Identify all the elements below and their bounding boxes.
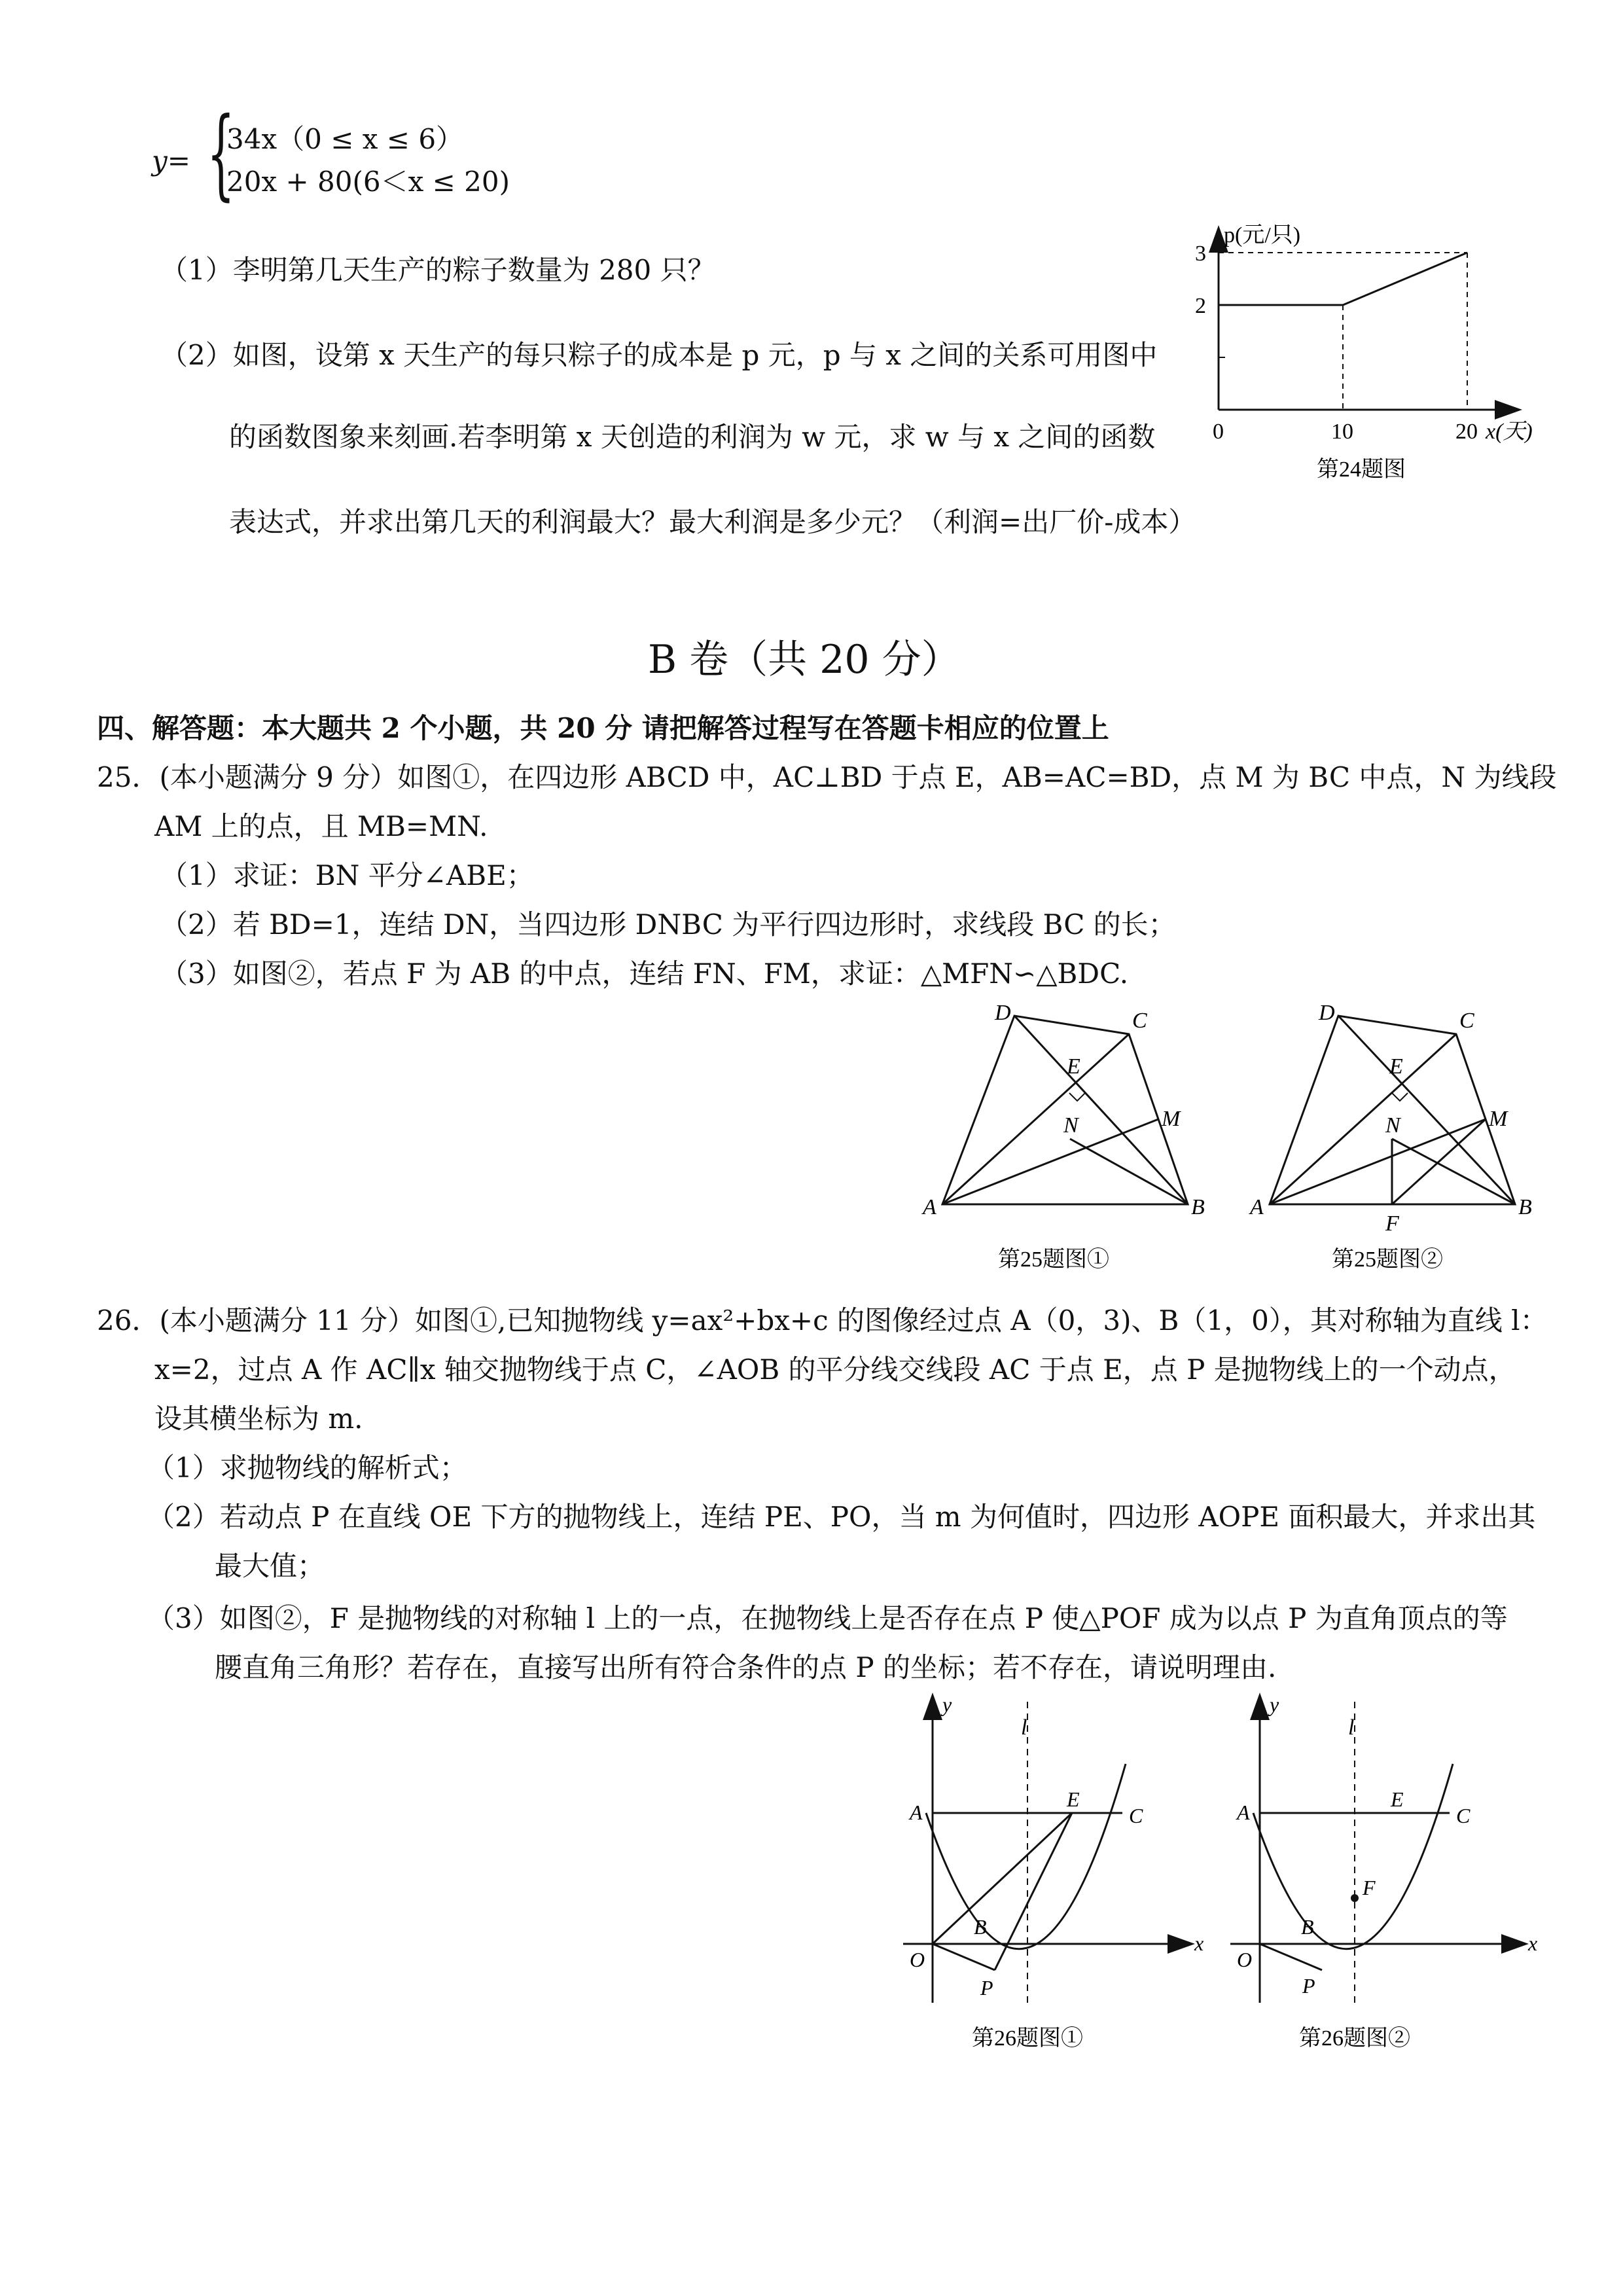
q26-line1: 26．(本小题满分 11 分）如图①,已知抛物线 y=ax²+bx+c 的图像经过点 A（0，3)、B（1，0），其对称轴为直线 l：	[97, 1304, 1548, 1336]
label-N: N	[1385, 1113, 1400, 1138]
label-E: E	[1389, 1054, 1403, 1079]
q24-sub2-line1: （2）如图，设第 x 天生产的每只粽子的成本是 p 元，p 与 x 之间的关系可用图中	[160, 339, 1158, 371]
left-brace: {	[207, 97, 235, 211]
label-N: N	[1063, 1113, 1079, 1138]
q25-fig2-caption: 第25题图②	[1332, 1247, 1443, 1272]
y-equals-label: y=	[152, 145, 190, 177]
label-B: B	[1518, 1195, 1532, 1219]
q26-line3: 设其横坐标为 m.	[154, 1403, 363, 1435]
chart-title: 第24题图	[1317, 457, 1406, 482]
label-C: C	[1132, 1009, 1147, 1033]
x-tick-label-10: 10	[1331, 420, 1353, 444]
label-D: D	[1319, 1001, 1335, 1025]
q26-figure-2	[1217, 1689, 1558, 2055]
label-x: x	[1194, 1931, 1204, 1955]
label-B: B	[1191, 1195, 1205, 1219]
label-O: O	[1237, 1948, 1253, 1971]
label-A: A	[1237, 1801, 1250, 1824]
label-E: E	[1067, 1054, 1080, 1079]
label-M: M	[1489, 1107, 1508, 1131]
q24-sub2-line3: 表达式，并求出第几天的利润最大？最大利润是多少元？（利润=出厂价-成本）	[229, 506, 1196, 538]
label-F: F	[1385, 1211, 1399, 1236]
label-P: P	[980, 1976, 993, 2000]
q26-sub2-line1: （2）若动点 P 在直线 OE 下方的抛物线上，连结 PE、PO，当 m 为何值时，四边形 AOPE 面积最大，并求出其	[147, 1501, 1536, 1533]
piecewise-case-2: 20x + 80(6＜x ≤ 20)	[226, 166, 510, 198]
label-C: C	[1129, 1804, 1143, 1827]
q26-sub2-line2: 最大值；	[215, 1550, 325, 1582]
piecewise-case-1: 34x（0 ≤ x ≤ 6）	[226, 123, 464, 155]
section-b-title: B 卷（共 20 分）	[648, 637, 961, 683]
y-axis-label: p(元/只)	[1224, 223, 1301, 247]
q25-figure-1	[910, 1001, 1224, 1276]
label-P: P	[1302, 1974, 1315, 1998]
label-y: y	[1270, 1693, 1279, 1716]
q25-line1: 25．(本小题满分 9 分）如图①，在四边形 ABCD 中，AC⊥BD 于点 E，AB=AC=BD，点 M 为 BC 中点，N 为线段	[97, 761, 1557, 793]
q24-sub1: （1）李明第几天生产的粽子数量为 280 只？	[160, 254, 715, 286]
label-B: B	[1301, 1915, 1314, 1939]
q26-line2: x=2，过点 A 作 AC∥x 轴交抛物线于点 C，∠AOB 的平分线交线段 AC 于点 E，点 P 是抛物线上的一个动点，	[154, 1354, 1516, 1386]
x-tick-label-20: 20	[1455, 420, 1478, 444]
q26-sub3-line1: （3）如图②，F 是抛物线的对称轴 l 上的一点，在抛物线上是否存在点 P 使△POF 成为以点 P 为直角顶点的等	[147, 1602, 1508, 1634]
x-tick-label-0: 0	[1213, 420, 1224, 444]
q24-sub2-line2: 的函数图象来刻画.若李明第 x 天创造的利润为 w 元，求 w 与 x 之间的函数	[229, 421, 1156, 453]
label-M: M	[1162, 1107, 1181, 1131]
label-x: x	[1528, 1931, 1538, 1955]
q26-fig2-caption: 第26题图②	[1299, 2026, 1410, 2051]
point-F	[1351, 1894, 1359, 1902]
label-A: A	[910, 1801, 923, 1824]
series-line	[1219, 253, 1467, 305]
q26-figure-1	[890, 1689, 1230, 2055]
y-tick-label-3: 3	[1195, 242, 1206, 266]
q26-sub3-line2: 腰直角三角形？若存在，直接写出所有符合条件的点 P 的坐标；若不存在，请说明理由.	[215, 1651, 1277, 1683]
label-C: C	[1459, 1009, 1474, 1033]
label-O: O	[910, 1948, 925, 1971]
q26-fig1-caption: 第26题图①	[972, 2026, 1083, 2051]
q25-line2: AM 上的点，且 MB=MN.	[154, 810, 488, 842]
label-E: E	[1067, 1787, 1080, 1811]
label-F: F	[1363, 1876, 1376, 1899]
q26-sub1: （1）求抛物线的解析式；	[147, 1452, 467, 1484]
label-B: B	[974, 1915, 987, 1939]
section-b-instructions: 四、解答题：本大题共 2 个小题，共 20 分 请把解答过程写在答题卡相应的位置上	[97, 712, 1109, 744]
q25-sub3: （3）如图②，若点 F 为 AB 的中点，连结 FN、FM，求证：△MFN∽△BDC.	[160, 958, 1129, 990]
label-l: l	[1021, 1715, 1027, 1740]
q25-sub2: （2）若 BD=1，连结 DN，当四边形 DNBC 为平行四边形时，求线段 BC 的长；	[160, 908, 1176, 941]
label-D: D	[995, 1001, 1011, 1025]
label-E: E	[1391, 1787, 1404, 1811]
q24-chart	[1178, 216, 1544, 491]
q25-figure-2	[1240, 1001, 1554, 1276]
label-A: A	[1250, 1195, 1264, 1219]
label-l: l	[1348, 1715, 1355, 1740]
label-A: A	[923, 1195, 936, 1219]
label-y: y	[942, 1693, 952, 1716]
q25-fig1-caption: 第25题图①	[998, 1247, 1109, 1272]
label-C: C	[1456, 1804, 1471, 1827]
x-axis-label: x(天)	[1486, 420, 1533, 444]
q25-sub1: （1）求证：BN 平分∠ABE；	[160, 859, 534, 891]
y-tick-label-2: 2	[1195, 294, 1206, 318]
